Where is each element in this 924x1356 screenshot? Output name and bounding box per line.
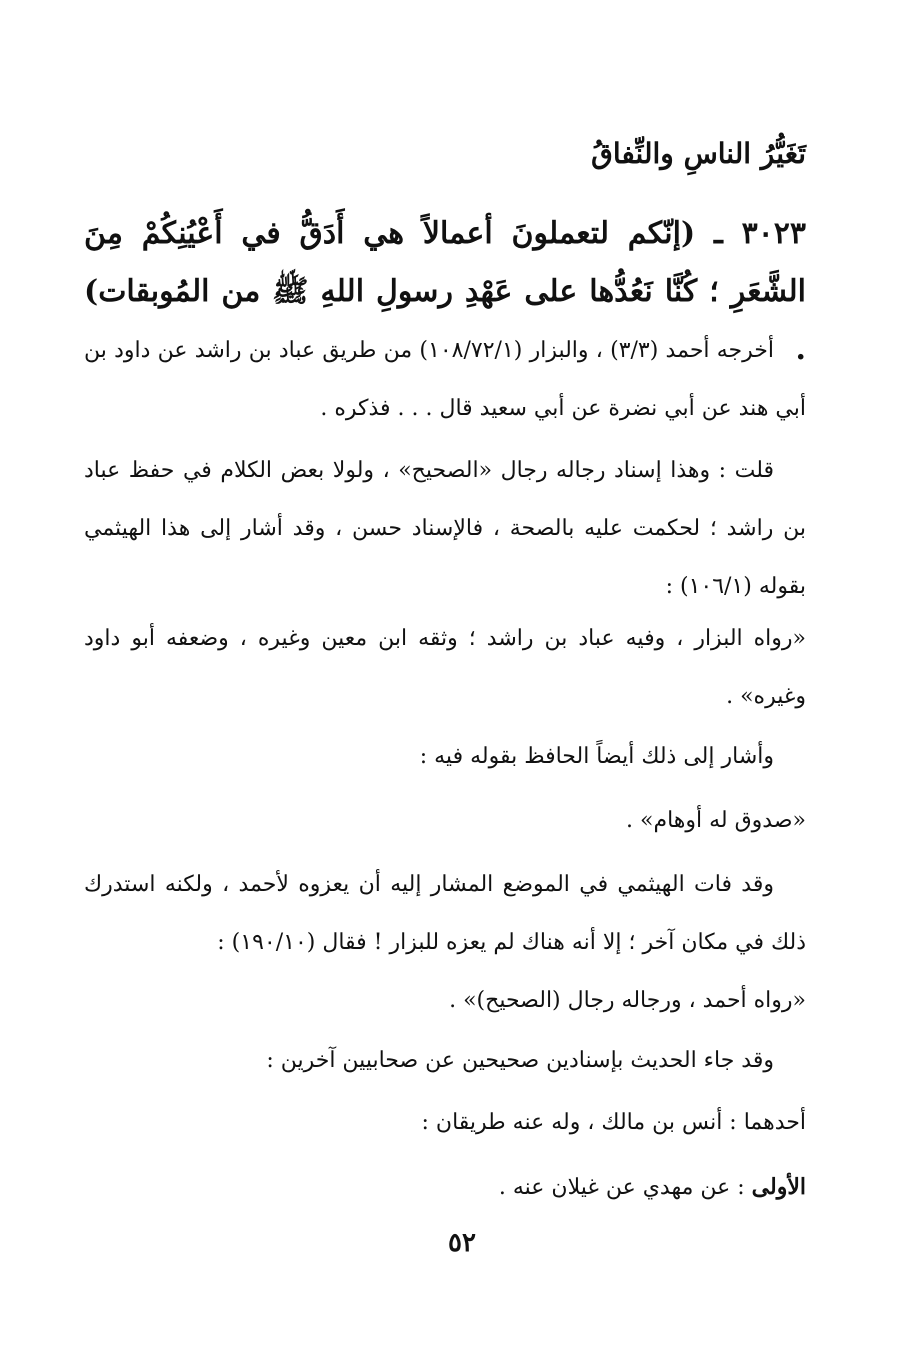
first-route-line (84, 1158, 806, 1217)
haythami-second-quote: «رواه أحمد ، ورجاله رجال (الصحيح)» . (449, 988, 806, 1013)
haythami-omission-paragraph: وقد فات الهيثمي في الموضع المشار إليه أن يعزوه لأحمد ، ولكنه استدرك ذلك في مكان آخر ؛ إلا أنه هناك لم يعزه للبزار ! فقال (١٩٠/١٠) : (84, 872, 806, 955)
anas-chain-line: أحدهما : أنس بن مالك ، وله عنه طريقان : (421, 1110, 806, 1135)
hafiz-reference: وأشار إلى ذلك أيضاً الحافظ بقوله فيه : (419, 744, 774, 769)
commentary-paragraph: قلت : وهذا إسناد رجاله رجال «الصحيح» ، ولولا بعض الكلام في حفظ عباد بن راشد ؛ لحكمت عليه بالصحة ، فالإسناد حسن ، وقد أشار إلى هذا الهيثمي بقوله (١٠٦/١) : (84, 458, 806, 599)
page-number: ٥٢ (448, 1228, 476, 1258)
first-route-label: الأولى (751, 1174, 806, 1200)
first-route-text: : عن مهدي عن غيلان عنه . (498, 1175, 752, 1200)
hadith-text: ٣٠٢٣ ـ (إنّكم لتعملونَ أعمالاً هي أَدَقُّ في أَعْيُنِكُمْ مِنَ الشَّعَرِ ؛ كُنَّا نَعُدُّها على عَهْدِ رسولِ اللهِ ﷺ من المُوبقات) . (84, 216, 807, 367)
haythami-quote: «رواه البزار ، وفيه عباد بن راشد ؛ وثقه ابن معين وغيره ، وضعفه أبو داود وغيره» . (84, 626, 806, 709)
takhrij-paragraph: أخرجه أحمد (٣/٣) ، والبزار (١٠٨/٧٢/١) من طريق عباد بن راشد عن داود بن أبي هند عن أبي نضرة عن أبي سعيد قال . . . فذكره . (84, 338, 806, 421)
hafiz-quote: «صدوق له أوهام» . (626, 808, 806, 833)
two-chains-intro: وقد جاء الحديث بإسنادين صحيحين عن صحابيين آخرين : (266, 1048, 774, 1073)
section-heading: تَغَيُّرُ الناسِ والنِّفاقُ (591, 137, 806, 170)
